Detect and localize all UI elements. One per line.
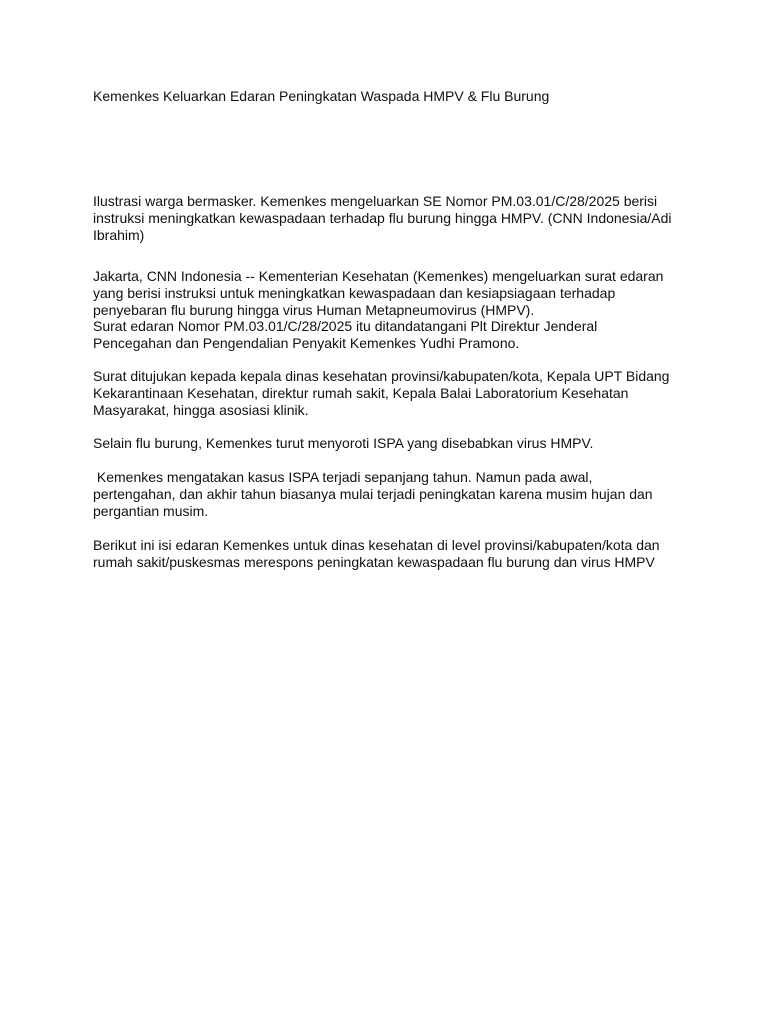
- paragraph-season: Kemenkes mengatakan kasus ISPA terjadi sepanjang tahun. Namun pada awal, pertengahan, dan akhir tahun biasanya mulai terjadi peningkatan karena musim hujan dan pergantian musim.: [93, 469, 657, 519]
- paragraph-edaran: Berikut ini isi edaran Kemenkes untuk dinas kesehatan di level provinsi/kabupaten/kota dan rumah sakit/puskesmas merespons peningkatan kewaspadaan flu burung dan virus HMPV: [93, 537, 660, 570]
- paragraph-ispa: Selain flu burung, Kemenkes turut menyoroti ISPA yang disebabkan virus HMPV.: [93, 435, 594, 451]
- paragraph-intro-line-1: Jakarta, CNN Indonesia -- Kementerian Kesehatan (Kemenkes) mengeluarkan surat edaran yang berisi instruksi untuk meningkatkan kewaspadaan dan kesiapsiagaan terhadap penyebaran flu burung hingga virus Human Metapneumovirus (HMPV).: [93, 268, 664, 318]
- image-caption: Ilustrasi warga bermasker. Kemenkes mengeluarkan SE Nomor PM.03.01/C/28/2025 berisi instruksi meningkatkan kewaspadaan terhadap flu burung hingga HMPV. (CNN Indonesia/Adi Ibrahim): [93, 193, 672, 243]
- paragraph-intro: [93, 268, 675, 352]
- paragraph-intro-line-2: Surat edaran Nomor PM.03.01/C/28/2025 itu ditandatangani Plt Direktur Jenderal Pencegahan dan Pengendalian Penyakit Kemenkes Yudhi Pramono.: [93, 318, 598, 352]
- paragraph-recipients: Surat ditujukan kepada kepala dinas kesehatan provinsi/kabupaten/kota, Kepala UPT Bidang Kekarantinaan Kesehatan, direktur rumah sakit, Kepala Balai Laboratorium Kesehatan Masyarakat, hingga asosiasi klinik.: [93, 368, 670, 418]
- document-title: Kemenkes Keluarkan Edaran Peningkatan Waspada HMPV & Flu Burung: [93, 88, 550, 104]
